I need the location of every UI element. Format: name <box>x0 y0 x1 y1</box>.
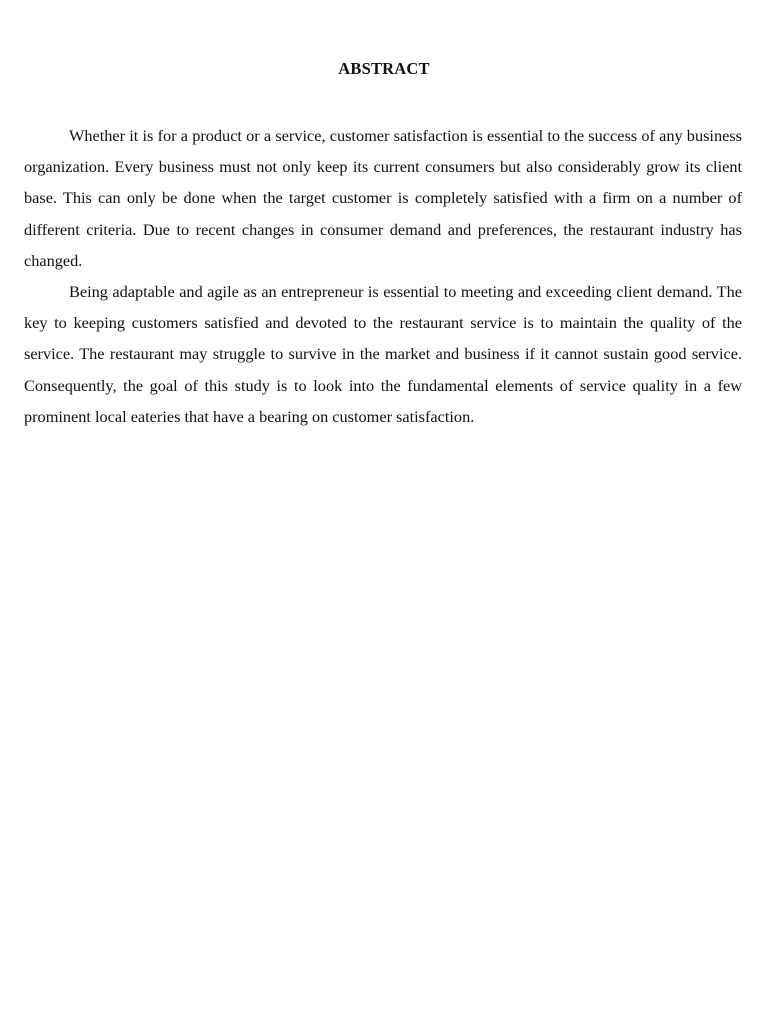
abstract-title: ABSTRACT <box>338 59 430 78</box>
abstract-paragraph-1: Whether it is for a product or a service, customer satisfaction is essential to the success of any business organization. Every business must not only keep its current consumers but also considerably grow its client base. This can only be done when the target customer is completely satisfied with a firm on a number of different criteria. Due to recent changes in consumer demand and preferences, the restaurant industry has changed. <box>24 126 742 270</box>
abstract-body <box>24 120 742 432</box>
abstract-paragraph-2: Being adaptable and agile as an entrepreneur is essential to meeting and exceeding client demand. The key to keeping customers satisfied and devoted to the restaurant service is to maintain the quality of the service. The restaurant may struggle to survive in the market and business if it cannot sustain good service. Consequently, the goal of this study is to look into the fundamental elements of service quality in a few prominent local eateries that have a bearing on customer satisfaction. <box>24 282 742 426</box>
